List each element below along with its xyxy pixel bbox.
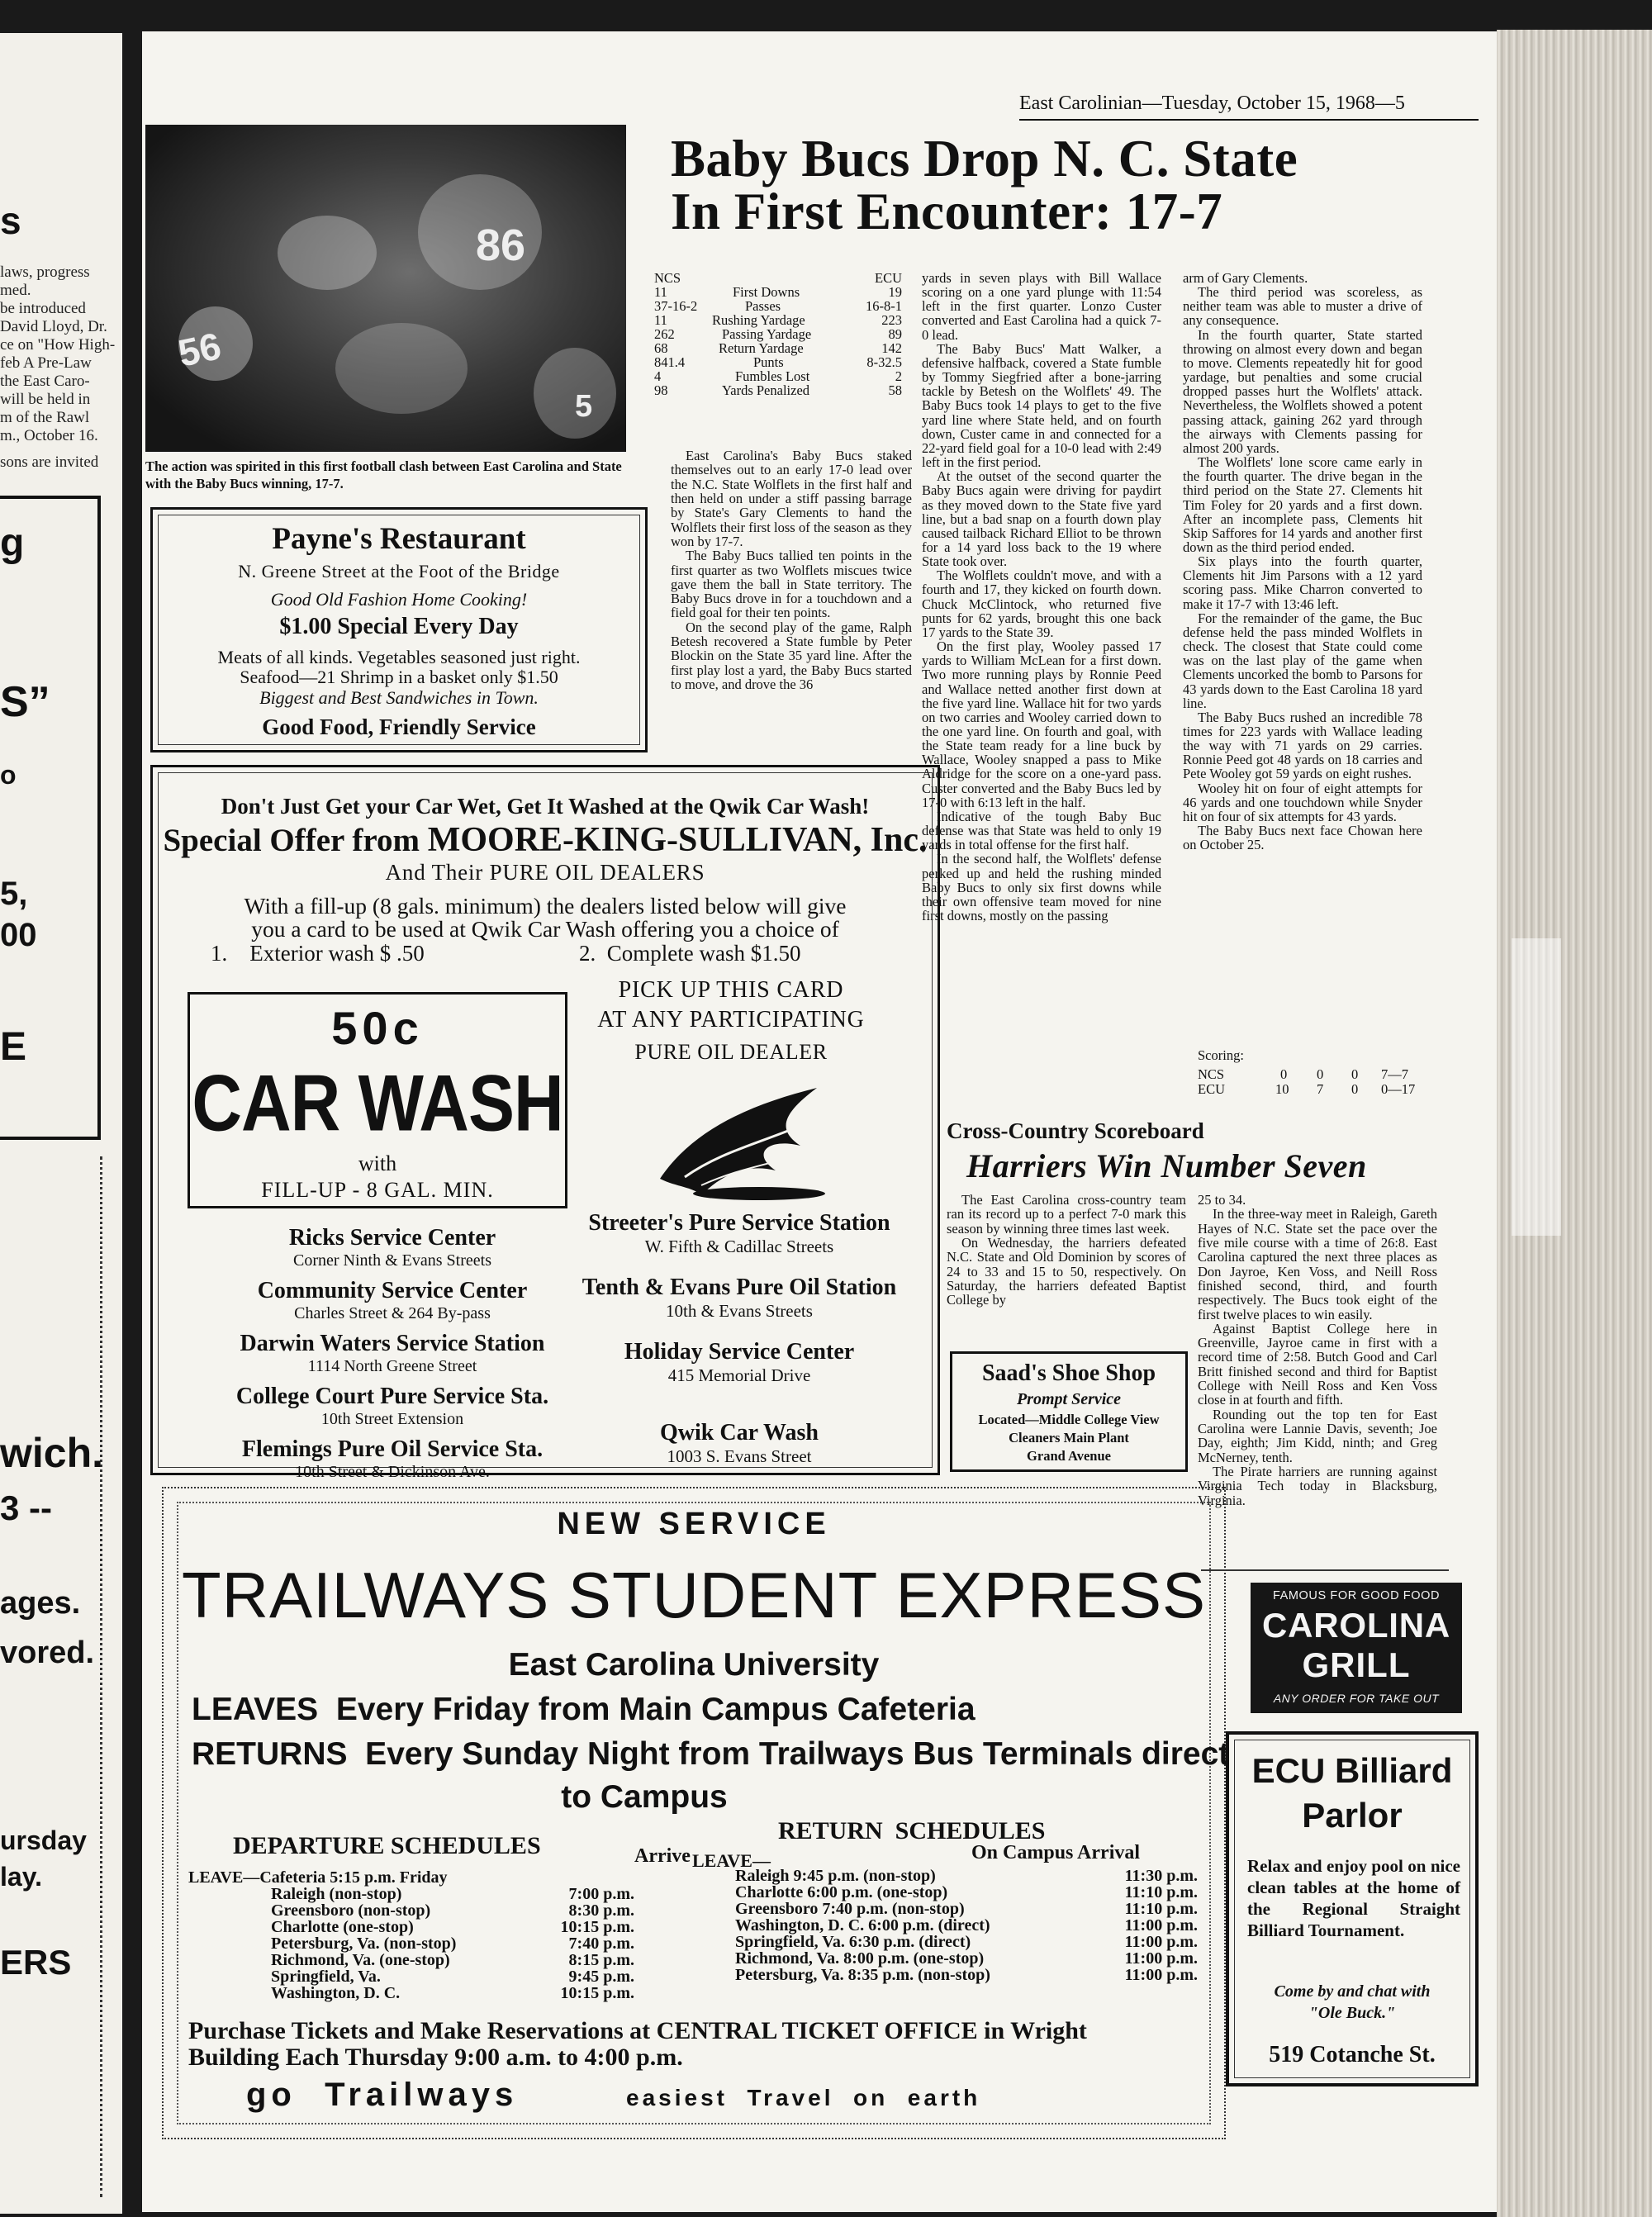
newspaper-page [142,31,1497,2212]
ad-slogan-go: go Trailways [246,2077,519,2113]
left-page-fragment: S” [0,678,50,726]
stats-ncs-value: 841.4 [654,354,686,370]
ad-title: Parlor [1302,1796,1403,1835]
dealer-address: Charles Street & 264 By-pass [294,1304,491,1322]
return-row [735,1883,1198,1900]
article-column-1 [671,449,912,691]
harriers-kicker: Cross-Country Scoreboard [947,1118,1204,1143]
ad-offer [153,820,938,860]
article-paragraph: In the three-way meet in Raleigh, Gareth Hayes of N.C. State set the pace over the five mile course with a time of 26:8. East Carolina captured the next three places as Don Jayroe, Ken Voss, and Neill Ross finished second, third, and fourth respectively. The Bucs took eight of the first twelve places to win easily. [1198,1206,1437,1322]
stats-label: Rushing Yardage [712,312,805,328]
stats-row [654,369,902,383]
stats-label: Passing Yardage [722,326,812,342]
stats-ecu-value: 8-32.5 [866,354,902,370]
left-page-fragment: feb A Pre-Law [0,354,92,372]
stats-team-ecu: ECU [875,270,902,286]
ad-option-exterior: 1. Exterior wash $ .50 [211,941,425,966]
left-page-fragment: ERS [0,1943,72,1982]
headline-line-1: Baby Bucs Drop N. C. State [671,130,1298,188]
left-page-fragment: s [0,199,21,242]
stats-ncs-value: 4 [654,368,662,384]
dealer-address: Corner Ninth & Evans Streets [293,1251,491,1270]
ad-body: Relax and enjoy pool on nice clean tables at the home of the Regional Straight Billiard Tournament. [1247,1856,1460,1941]
return-origin: Raleigh 9:45 p.m. (non-stop) [735,1867,936,1885]
dealer-address: 1114 North Greene Street [307,1357,477,1375]
dealer-entry [202,1225,582,1278]
departure-origin: LEAVE—Cafeteria 5:15 p.m. Friday [188,1868,448,1887]
scoring-table [1198,1067,1421,1097]
purchase-text: Purchase Tickets and Make Reservations at [188,2017,657,2044]
article-paragraph: Indicative of the tough Baby Buc defense was that State was held to only 19 yards in total offense for the first half. [922,808,1161,853]
return-time: 11:10 p.m. [1124,1883,1198,1901]
return-row [735,1966,1198,1982]
departure-stop: Greensboro (non-stop) [271,1901,431,1920]
stats-ecu-value: 89 [888,326,902,342]
article-paragraph: Against Baptist College here in Greenville, Jayroe came in first with a record time of 2:58. Butch Good and Carl Britt finished second and third for Baptist College with Neill Ross and Ken Voss close in at fourth and fifth. [1198,1320,1437,1408]
article-paragraph: At the outset of the second quarter the Baby Bucs again were driving for paydirt as they moved down to the State five yard line, but a bad snap on a fourth down play caused tailback Richard Elliot to be thrown for a 14 yard loss back to the 19 where State took over. [922,468,1161,570]
dealer-name: College Court Pure Service Sta. [235,1384,549,1409]
article-headline [671,132,1480,239]
photo-caption: The action was spirited in this first football clash between East Carolina and State with the Baby Bucs winning, 17-7. [145,458,622,492]
article-paragraph: The Wolflets' lone score came early in the fourth quarter. The drive began in the third period on the State 27. Clements hit Tim Foley for 20 yards and a first down. After an incomplete pass, Clements hit Skip Saffores for 14 yards and another first down as the third period ended. [1183,454,1422,555]
ad-company: MOORE-KING-SULLIVAN, Inc. [427,821,928,859]
left-page-fragment: m., October 16. [0,427,98,444]
departure-stop: Raleigh (non-stop) [271,1885,402,1903]
dealer-list-left [202,1225,582,1489]
return-origin: Greensboro 7:40 p.m. (non-stop) [735,1900,965,1918]
return-title: RETURN SCHEDULES [778,1817,1046,1844]
return-row [735,1900,1198,1916]
dealer-name: Holiday Service Center [624,1339,855,1365]
ad-purchase-hours: Building Each Thursday 9:00 a.m. to 4:00 p.m. [188,2044,683,2071]
stats-label: Passes [745,298,781,314]
ad-line: Grand Avenue [1027,1448,1111,1464]
pickup-line: PURE OIL DEALER [634,1040,828,1064]
left-page-fragment: will be held in [0,391,91,408]
departure-row [188,1984,634,2001]
carolina-grill-ad [1251,1583,1462,1713]
article-paragraph: On the first play, Wooley passed 17 yards to William McLean for a first down. Two more running plays by Ronnie Peed and Wallace netted another first down at the five yard line. Wallace hit for two yards on two carries and Wooley carried down to the one yard line. On fourth and goal, with the State team ready for a line buck by Wallace, Wooley snapped a pass to Mike Aldridge for the score on a one-yard pass. Custer converted and the Baby Bucs led by 17-0 with 6:13 left in the half. [922,639,1161,810]
stats-row [654,313,902,327]
article-paragraph: The East Carolina cross-country team ran its record up to a perfect 7-0 mark this season by winning three times last week. [947,1192,1186,1237]
article-paragraph: yards in seven plays with Bill Wallace scoring on a one yard plunge with 11:54 left in the first quarter. Lonzo Custer converted and East Carolina had a quick 7-0 lead. [922,270,1161,343]
ad-line: Seafood—21 Shrimp in a basket only $1.50 [240,667,558,687]
return-origin: Springfield, Va. 6:30 p.m. (direct) [735,1933,971,1951]
coupon-with: with [358,1151,397,1175]
previous-page-edge [0,33,122,2214]
ad-title: Saad's Shoe Shop [981,1360,1156,1386]
ad-option-complete: 2. Complete wash $1.50 [579,941,801,966]
return-origin: Washington, D. C. 6:00 p.m. (direct) [735,1916,990,1935]
ad-purchase [188,2017,1087,2045]
ad-title: Payne's Restaurant [272,522,526,556]
ad-returns: RETURNS Every Sunday Night from Trailways Bus Terminals direct [192,1736,1230,1772]
left-page-fragment: ce on "How High- [0,336,116,354]
harriers-column-1 [947,1193,1186,1308]
ad-text: you a card to be used at Qwik Car Wash offering you a choice of [251,916,839,942]
departure-schedule [188,1868,634,2001]
departure-row [188,1951,634,1968]
ad-line: Located—Middle College View [978,1412,1160,1427]
coupon-fillup: FILL-UP - 8 GAL. MIN. [261,1178,494,1202]
dealer-list-right [566,1210,913,1484]
dealer-entry [202,1331,582,1384]
page-stack-edge [1497,30,1652,2217]
stats-label: First Downs [733,284,800,300]
return-time: 11:30 p.m. [1124,1867,1198,1885]
stats-ncs-value: 11 [654,284,667,300]
return-row [735,1867,1198,1883]
left-page-fragment: med. [0,282,31,299]
dealer-name: Tenth & Evans Pure Oil Station [582,1275,897,1300]
return-arrival-header: On Campus Arrival [971,1842,1141,1863]
departure-time: 7:40 p.m. [568,1935,634,1953]
ad-special: $1.00 Special Every Day [279,614,519,639]
article-column-2 [922,271,1161,923]
ad-new-service: NEW SERVICE [557,1507,831,1541]
stats-row [654,341,902,355]
stats-ncs-value: 68 [654,340,668,356]
pure-oil-eagle-logo [652,1080,850,1203]
article-paragraph: In the second half, the Wolflets' defense perked up and held the rushing minded Baby Bucs to only six first downs while their own offensive team moved for nine first downs, mostly on the passing [922,851,1161,924]
left-page-fragment: laws, progress [0,263,90,281]
ad-line: Biggest and Best Sandwiches in Town. [259,687,539,708]
scoring-q4-total: 0—17 [1381,1081,1416,1097]
return-row [735,1916,1198,1933]
return-time: 11:10 p.m. [1124,1900,1198,1918]
article-paragraph: In the fourth quarter, State started throwing on almost every down and began to move. Clements repeatedly hit for good yardage, but penalties and some crucial dropped passes hurt the Wolflets' attack. Nevertheless, the Wolflets showed a potent passing attack, gaining 262 yard through the airways with Clements passing for almost 200 yards. [1183,326,1422,456]
ad-callout: Come by and chat with [1274,1982,1431,2001]
departure-row [188,1968,634,1984]
departure-time: 9:45 p.m. [568,1968,634,1986]
scoring-q3: 0 [1351,1081,1359,1097]
qwik-car-wash-ad [150,765,940,1481]
saads-shoe-shop-ad [950,1351,1188,1472]
departure-row [188,1885,634,1901]
departure-stop: Petersburg, Va. (non-stop) [271,1935,457,1953]
stats-ecu-value: 19 [888,284,902,300]
return-origin: Petersburg, Va. 8:35 p.m. (non-stop) [735,1966,990,1984]
ad-intro: Don't Just Get your Car Wet, Get It Washed at the Qwik Car Wash! [221,794,870,819]
dealer-entry [566,1210,913,1275]
scoring-label: Scoring: [1198,1047,1244,1063]
return-row [735,1933,1198,1949]
ad-offer-prefix: Special Offer from [163,823,428,858]
stats-row [654,299,902,313]
coupon-price: 50c [331,1002,424,1054]
scoring-q1: 0 [1280,1066,1288,1082]
ad-address: N. Greene Street at the Foot of the Bridge [238,561,560,582]
left-page-fragment: David Lloyd, Dr. [0,318,107,335]
departure-arrive-header: Arrive [634,1845,691,1867]
ad-title: TRAILWAYS STUDENT EXPRESS [181,1559,1207,1631]
headline-line-2: In First Encounter: 17-7 [671,183,1223,241]
ad-leaves: LEAVES Every Friday from Main Campus Cafeteria [192,1692,976,1727]
article-paragraph: East Carolina's Baby Bucs staked themselves out to an early 17-0 lead over the N.C. State Wolflets in the first half and then held on under a stiff passing barrage by State's Gary Clements to hand the Wolflets their first loss of the season as they won by 17-7. [671,448,912,549]
departure-stop: Washington, D. C. [271,1984,401,2002]
departure-stop: Springfield, Va. [271,1968,381,1986]
departure-time: 10:15 p.m. [560,1984,634,2002]
return-origin: Richmond, Va. 8:00 p.m. (one-stop) [735,1949,985,1968]
departure-time: 8:30 p.m. [568,1901,634,1920]
stats-ncs-value: 37-16-2 [654,298,698,314]
ad-returns-cont: to Campus [561,1779,728,1815]
left-page-fragment: ursday [0,1825,87,1855]
article-paragraph: On the second play of the game, Ralph Betesh recovered a State fumble by Peter Blockin on the State 35 yard line. After the first play lost a yard, the Baby Bucs started to move, and drove the 36 [671,619,912,692]
scoring-q2: 0 [1317,1066,1324,1082]
dealer-address: 10th & Evans Streets [666,1301,813,1321]
stats-ncs-value: 98 [654,382,668,398]
jersey-number: 56 [174,324,225,375]
article-paragraph: For the remainder of the game, the Buc defense held the pass minded Wolflets in check. The closest that State could come was on the last play of the game when Clements uncorked the bomb to Parsons for 43 yards down to the East Carolina 18 yard line. [1183,610,1422,711]
stats-ecu-value: 16-8-1 [866,298,902,314]
dealer-name: Qwik Car Wash [660,1420,819,1446]
grill-name: CAROLINA [1261,1606,1451,1645]
departure-row [188,1868,634,1885]
ad-university: East Carolina University [508,1647,880,1683]
grill-name: GRILL [1302,1645,1411,1684]
purchase-office: CENTRAL TICKET OFFICE in Wright [656,2017,1087,2044]
return-origin: Charlotte 6:00 p.m. (one-stop) [735,1883,948,1901]
left-page-fragment: m of the Rawl [0,409,90,426]
stats-row [654,327,902,341]
scoring-q3: 0 [1351,1066,1359,1082]
stats-ecu-value: 142 [881,340,902,356]
article-paragraph: Six plays into the fourth quarter, Clements hit Jim Parsons with a 12 yard scoring pass. Mike Charron converted to make it 17-7 with 13:46 left. [1183,553,1422,612]
page-edge-clip [1512,938,1561,1236]
trailways-ad [162,1487,1230,2139]
dealer-name: Streeter's Pure Service Station [588,1210,890,1236]
stats-ecu-value: 58 [888,382,902,398]
left-page-fragment: 00 [0,917,37,953]
article-paragraph: The Baby Bucs rushed an incredible 78 times for 223 yards with Wallace leading the way with 71 yards on 29 carries. Ronnie Peed got 48 yards on 18 carries and Pete Wooley got 59 yards on eight rushes. [1183,709,1422,782]
left-page-fragment: ages. [0,1586,81,1621]
scoring-row [1198,1082,1421,1097]
harriers-headline: Harriers Win Number Seven [966,1147,1367,1184]
jersey-number: 5 [575,389,593,424]
departure-time: 10:15 p.m. [560,1918,634,1936]
stats-row [654,355,902,369]
dealer-entry [566,1339,913,1420]
harriers-column-2 [1198,1193,1437,1507]
grill-tagline: FAMOUS FOR GOOD FOOD [1272,1589,1441,1602]
dealer-name: Darwin Waters Service Station [240,1331,545,1356]
left-page-fragment: g [0,521,25,565]
return-schedule [735,1867,1198,1982]
stats-label: Yards Penalized [722,382,810,398]
article-paragraph: The Baby Bucs' Matt Walker, a defensive halfback, covered a State fumble by Tommy Siegfried after a bone-jarring tackle by Betesh on the Wolflets' 49. The Baby Bucs took 14 plays to get to the five yard line where State held, and on fourth down, Custer came in and connected for a 22-yard field goal for a 10-0 lead with 2:49 left in the first period. [922,340,1161,471]
scoring-q2: 7 [1317,1081,1324,1097]
stats-row [654,285,902,299]
left-page-fragment: o [0,760,17,790]
dealer-address: 415 Memorial Drive [667,1365,811,1385]
scoring-team: ECU [1198,1081,1225,1097]
dealer-entry [566,1275,913,1339]
departure-title: DEPARTURE SCHEDULES [233,1832,541,1859]
ad-line: Meats of all kinds. Vegetables seasoned just right. [217,647,581,667]
dealer-name: Community Service Center [257,1278,528,1303]
ad-slogan: easiest Travel on earth [626,2085,981,2110]
article-paragraph: The Baby Bucs tallied ten points in the first quarter as two Wolflets miscues twice gave them the ball in State territory. The Baby Bucs drove in for a touchdown and a field goal for their ten points. [671,548,912,621]
left-page-fragment: be introduced [0,300,86,317]
left-page-fragment: lay. [0,1862,42,1892]
dealer-entry [202,1278,582,1331]
football-photo [145,125,626,452]
departure-row [188,1935,634,1951]
masthead: East Carolinian—Tuesday, October 15, 1968—5 [1019,93,1405,114]
article-paragraph: The Wolflets couldn't move, and with a fourth and 17, they kicked on fourth down. Chuck McClintock, who returned five punts for 62 yards, brought this one back 17 yards to the State 39. [922,567,1161,640]
return-time: 11:00 p.m. [1124,1949,1198,1968]
article-paragraph: Rounding out the top ten for East Carolina were Lannie Davis, seventh; Joe Day, eighth; Jim Kidd, ninth; and Greg McNerney, tenth. [1198,1406,1437,1465]
return-row [735,1949,1198,1966]
dealer-name: Ricks Service Center [288,1225,496,1251]
ad-callout: "Ole Buck." [1308,2004,1396,2022]
stats-ecu-value: 2 [895,368,902,384]
ad-subtitle: And Their PURE OIL DEALERS [385,860,705,885]
article-paragraph: The Pirate harriers are running against Virginia Tech today in Blacksburg, Virginia. [1198,1463,1437,1508]
scoring-row [1198,1067,1421,1082]
article-column-3 [1183,271,1422,852]
game-stats-table [654,271,902,397]
article-paragraph: The third period was scoreless, as neither team was able to muster a drive of any consequence. [1183,284,1422,329]
departure-row [188,1901,634,1918]
left-page-fragment: the East Caro- [0,373,90,390]
return-leave-label: LEAVE— [692,1850,771,1871]
return-time: 11:00 p.m. [1124,1916,1198,1935]
pickup-line: AT ANY PARTICIPATING [597,1007,865,1033]
article-paragraph: The Baby Bucs next face Chowan here on October 25. [1183,823,1422,853]
stats-header-row [654,271,902,285]
ecu-billiard-parlor-ad [1226,1731,1479,2086]
dealer-name: Flemings Pure Oil Service Sta. [241,1436,544,1462]
departure-time: 8:15 p.m. [568,1951,634,1969]
stats-ncs-value: 11 [654,312,667,328]
dealer-entry [202,1436,582,1489]
photo-highlight [278,216,377,290]
dealer-entry [202,1384,582,1436]
scoring-q1: 10 [1275,1081,1289,1097]
return-time: 11:00 p.m. [1124,1933,1198,1951]
departure-stop: Charlotte (one-stop) [271,1918,414,1936]
article-paragraph: On Wednesday, the harriers defeated N.C. State and Old Dominion by scores of 24 to 33 and 15 to 50, respectively. On Saturday, the harriers defeated Baptist College by [947,1234,1186,1308]
column-rule [1201,1569,1449,1571]
article-paragraph: arm of Gary Clements. [1183,270,1308,286]
jersey-number: 86 [476,221,526,270]
ad-tagline: Good Old Fashion Home Cooking! [270,589,528,610]
article-paragraph: Wooley hit on four of eight attempts for 46 yards and one touchdown while Snyder hit on four of six attempts for 43 yards. [1183,780,1422,824]
paynes-restaurant-ad [150,507,648,752]
ad-title: ECU Billiard [1251,1751,1453,1790]
dealer-address: W. Fifth & Cadillac Streets [644,1237,834,1256]
dealer-address: 1003 S. Evans Street [667,1446,812,1466]
dealer-entry [566,1420,913,1484]
dealer-address: 10th Street Extension [320,1410,464,1428]
article-paragraph: 25 to 34. [1198,1192,1246,1208]
stats-label: Return Yardage [719,340,804,356]
masthead-rule [1019,119,1479,121]
dealer-address: 10th Street & Dickinson Ave. [295,1463,490,1481]
ad-address: 519 Cotanche St. [1269,2042,1436,2067]
car-wash-coupon [188,992,567,1208]
left-page-fragment: 3 -- [0,1488,52,1527]
stats-ecu-value: 223 [881,312,902,328]
departure-row [188,1918,634,1935]
grill-footer: ANY ORDER FOR TAKE OUT [1273,1692,1440,1705]
pickup-line: PICK UP THIS CARD [618,977,844,1003]
departure-time: 7:00 p.m. [568,1885,634,1903]
stats-row [654,383,902,397]
scoring-q4-total: 7—7 [1381,1066,1408,1082]
left-page-fragment: 5, [0,876,28,912]
left-page-fragment: vored. [0,1635,95,1670]
left-page-fragment: wich. [0,1430,104,1476]
return-time: 11:00 p.m. [1124,1966,1198,1984]
coupon-title: CAR WASH [192,1058,563,1148]
stats-label: Fumbles Lost [735,368,810,384]
ad-footer: Good Food, Friendly Service [262,714,536,739]
ad-text: With a fill-up (8 gals. minimum) the dealers listed below will give [244,893,847,919]
departure-stop: Richmond, Va. (one-stop) [271,1951,450,1969]
scoring-team: NCS [1198,1066,1225,1082]
stats-label: Punts [753,354,784,370]
left-page-dotted-border [0,1156,102,2197]
stats-ncs-value: 262 [654,326,675,342]
left-page-fragment: E [0,1025,27,1069]
ad-line: Cleaners Main Plant [1009,1430,1129,1446]
ad-subtitle: Prompt Service [1016,1390,1122,1408]
left-page-fragment: sons are invited [0,453,99,471]
photo-highlight [335,323,468,414]
stats-team-ncs: NCS [654,270,681,286]
